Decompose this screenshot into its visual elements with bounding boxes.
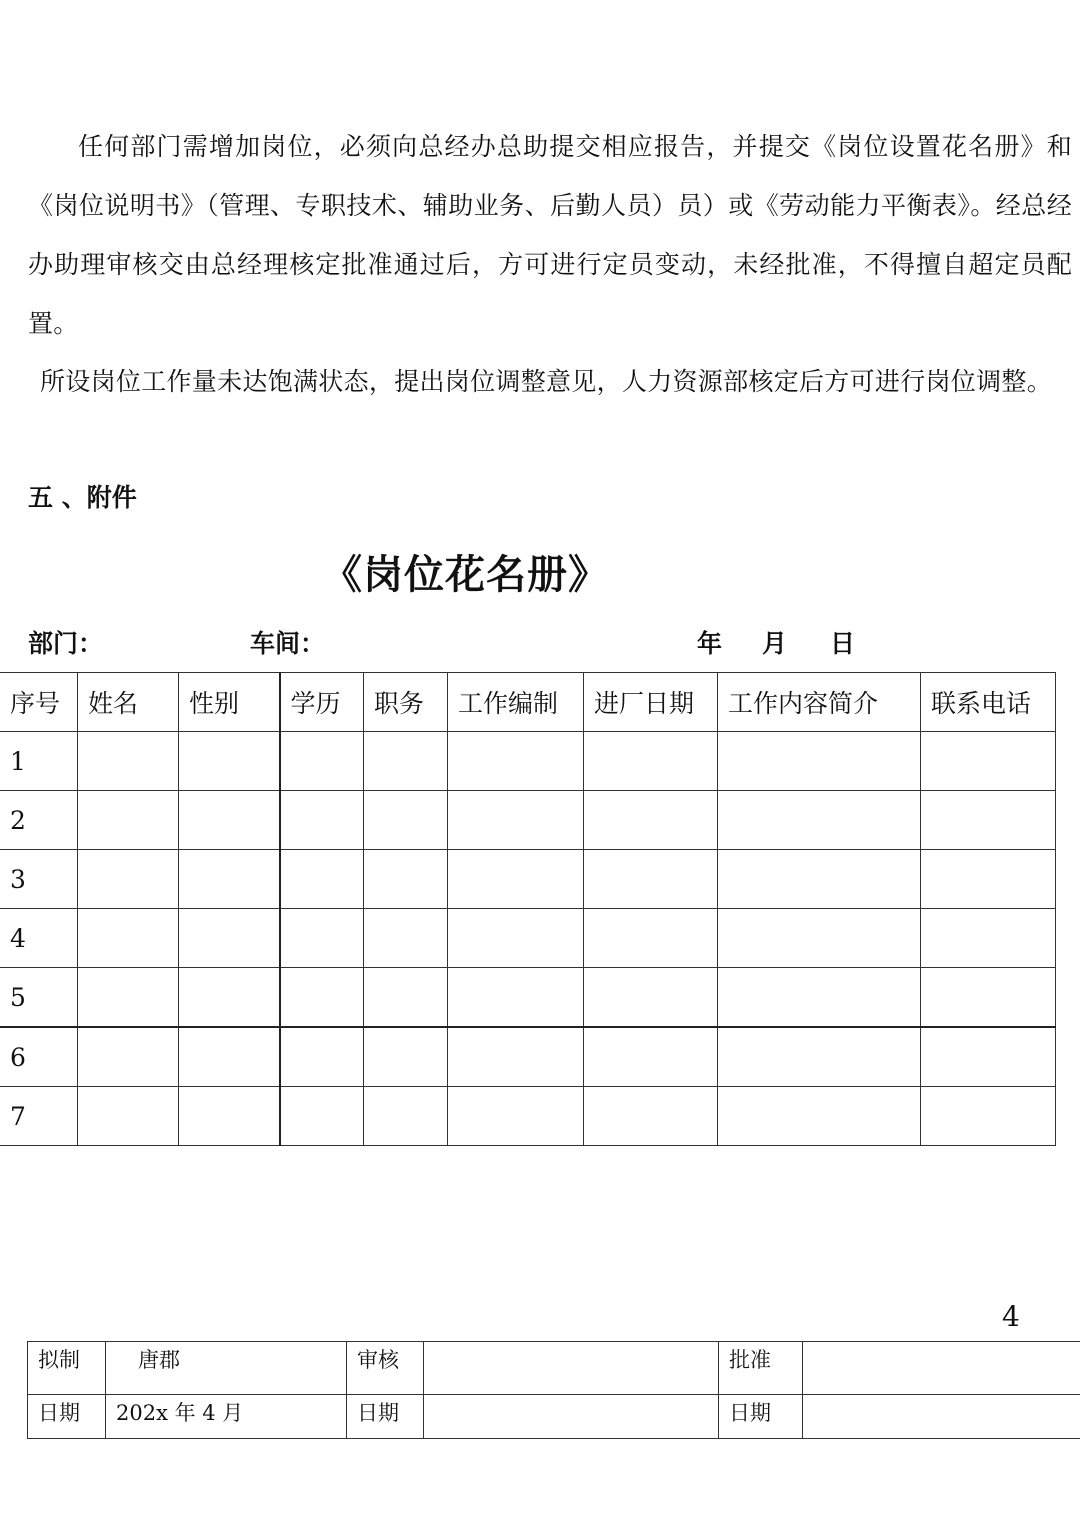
column-header-name: 姓名: [78, 673, 179, 732]
cell-staffing[interactable]: [448, 909, 584, 968]
cell-job-summary[interactable]: [718, 968, 921, 1028]
roster-header-row: [0, 673, 1056, 732]
cell-staffing[interactable]: [448, 1027, 584, 1087]
row-index: 2: [0, 791, 78, 850]
cell-entry-date[interactable]: [584, 1087, 718, 1146]
cell-job-summary[interactable]: [718, 850, 921, 909]
column-header-entry-date: 进厂日期: [584, 673, 718, 732]
signoff-table: [27, 1341, 1080, 1439]
cell-entry-date[interactable]: [584, 791, 718, 850]
cell-gender[interactable]: [179, 732, 280, 791]
column-header-phone: 联系电话: [921, 673, 1056, 732]
cell-name[interactable]: [78, 968, 179, 1028]
table-row: [0, 850, 1056, 909]
column-header-position: 职务: [364, 673, 448, 732]
cell-staffing[interactable]: [448, 1087, 584, 1146]
page-number: 4: [1002, 1300, 1020, 1333]
drafted-date-label: 日期: [28, 1395, 106, 1439]
cell-gender[interactable]: [179, 850, 280, 909]
cell-entry-date[interactable]: [584, 850, 718, 909]
cell-position[interactable]: [364, 791, 448, 850]
drafted-by: 唐郡: [106, 1342, 347, 1395]
cell-name[interactable]: [78, 791, 179, 850]
column-header-gender: 性别: [179, 673, 280, 732]
cell-gender[interactable]: [179, 909, 280, 968]
column-header-index: 序号: [0, 673, 78, 732]
column-header-education: 学历: [280, 673, 364, 732]
signoff-row-dates: [28, 1395, 1080, 1439]
roster-table: [0, 672, 1056, 1146]
column-header-staffing: 工作编制: [448, 673, 584, 732]
section-heading-attachments: 五 、附件: [28, 483, 137, 512]
cell-phone[interactable]: [921, 1087, 1056, 1146]
cell-name[interactable]: [78, 909, 179, 968]
cell-education[interactable]: [280, 850, 364, 909]
cell-staffing[interactable]: [448, 732, 584, 791]
department-label: 部门：: [28, 629, 104, 658]
drafted-date: 202x 年 4 月: [106, 1395, 347, 1439]
cell-phone[interactable]: [921, 732, 1056, 791]
cell-gender[interactable]: [179, 1027, 280, 1087]
review-date-label: 日期: [347, 1395, 424, 1439]
cell-job-summary[interactable]: [718, 1027, 921, 1087]
cell-name[interactable]: [78, 1087, 179, 1146]
cell-name[interactable]: [78, 1027, 179, 1087]
signoff-row-names: [28, 1342, 1080, 1395]
cell-entry-date[interactable]: [584, 968, 718, 1028]
cell-education[interactable]: [280, 732, 364, 791]
row-index: 7: [0, 1087, 78, 1146]
cell-gender[interactable]: [179, 1087, 280, 1146]
roster-title: 《岗位花名册》: [322, 552, 609, 598]
cell-phone[interactable]: [921, 968, 1056, 1028]
cell-position[interactable]: [364, 968, 448, 1028]
table-row: [0, 1087, 1056, 1146]
cell-name[interactable]: [78, 850, 179, 909]
cell-education[interactable]: [280, 968, 364, 1028]
date-month-label: 月: [762, 629, 788, 658]
cell-education[interactable]: [280, 1027, 364, 1087]
date-year-label: 年: [697, 629, 723, 658]
cell-position[interactable]: [364, 732, 448, 791]
review-date-field[interactable]: [424, 1395, 719, 1439]
cell-staffing[interactable]: [448, 791, 584, 850]
row-index: 6: [0, 1027, 78, 1087]
cell-education[interactable]: [280, 1087, 364, 1146]
cell-staffing[interactable]: [448, 968, 584, 1028]
cell-job-summary[interactable]: [718, 791, 921, 850]
row-index: 4: [0, 909, 78, 968]
cell-position[interactable]: [364, 850, 448, 909]
review-label: 审核: [347, 1342, 424, 1395]
reviewer-field[interactable]: [424, 1342, 719, 1395]
paragraph-position-request: 任何部门需增加岗位，必须向总经办总助提交相应报告，并提交《岗位设置花名册》和《岗位说明书》（管理、专职技术、辅助业务、后勤人员）员）或《劳动能力平衡表》。经总经办助理审核交由总经理核定批准通过后，方可进行定员变动，未经批准，不得擅自超定员配置。: [28, 132, 1072, 338]
cell-gender[interactable]: [179, 968, 280, 1028]
paragraph-position-adjustment: 所设岗位工作量未达饱满状态，提出岗位调整意见，人力资源部核定后方可进行岗位调整。: [40, 367, 1053, 396]
cell-phone[interactable]: [921, 791, 1056, 850]
table-row: [0, 1027, 1056, 1087]
cell-phone[interactable]: [921, 1027, 1056, 1087]
cell-entry-date[interactable]: [584, 909, 718, 968]
column-header-job-summary: 工作内容简介: [718, 673, 921, 732]
table-row: [0, 791, 1056, 850]
cell-job-summary[interactable]: [718, 732, 921, 791]
cell-name[interactable]: [78, 732, 179, 791]
cell-education[interactable]: [280, 791, 364, 850]
approve-date-label: 日期: [719, 1395, 803, 1439]
cell-staffing[interactable]: [448, 850, 584, 909]
table-row: [0, 909, 1056, 968]
approve-label: 批准: [719, 1342, 803, 1395]
cell-entry-date[interactable]: [584, 1027, 718, 1087]
cell-gender[interactable]: [179, 791, 280, 850]
cell-position[interactable]: [364, 1087, 448, 1146]
cell-phone[interactable]: [921, 850, 1056, 909]
cell-phone[interactable]: [921, 909, 1056, 968]
approver-field[interactable]: [803, 1342, 1080, 1395]
cell-education[interactable]: [280, 909, 364, 968]
cell-position[interactable]: [364, 1027, 448, 1087]
drafted-label: 拟制: [28, 1342, 106, 1395]
row-index: 5: [0, 968, 78, 1028]
row-index: 1: [0, 732, 78, 791]
cell-position[interactable]: [364, 909, 448, 968]
row-index: 3: [0, 850, 78, 909]
cell-entry-date[interactable]: [584, 732, 718, 791]
cell-job-summary[interactable]: [718, 1087, 921, 1146]
cell-job-summary[interactable]: [718, 909, 921, 968]
approve-date-field[interactable]: [803, 1395, 1080, 1439]
workshop-label: 车间：: [250, 629, 326, 658]
date-day-label: 日: [830, 629, 856, 658]
table-row: [0, 968, 1056, 1028]
table-row: [0, 732, 1056, 791]
